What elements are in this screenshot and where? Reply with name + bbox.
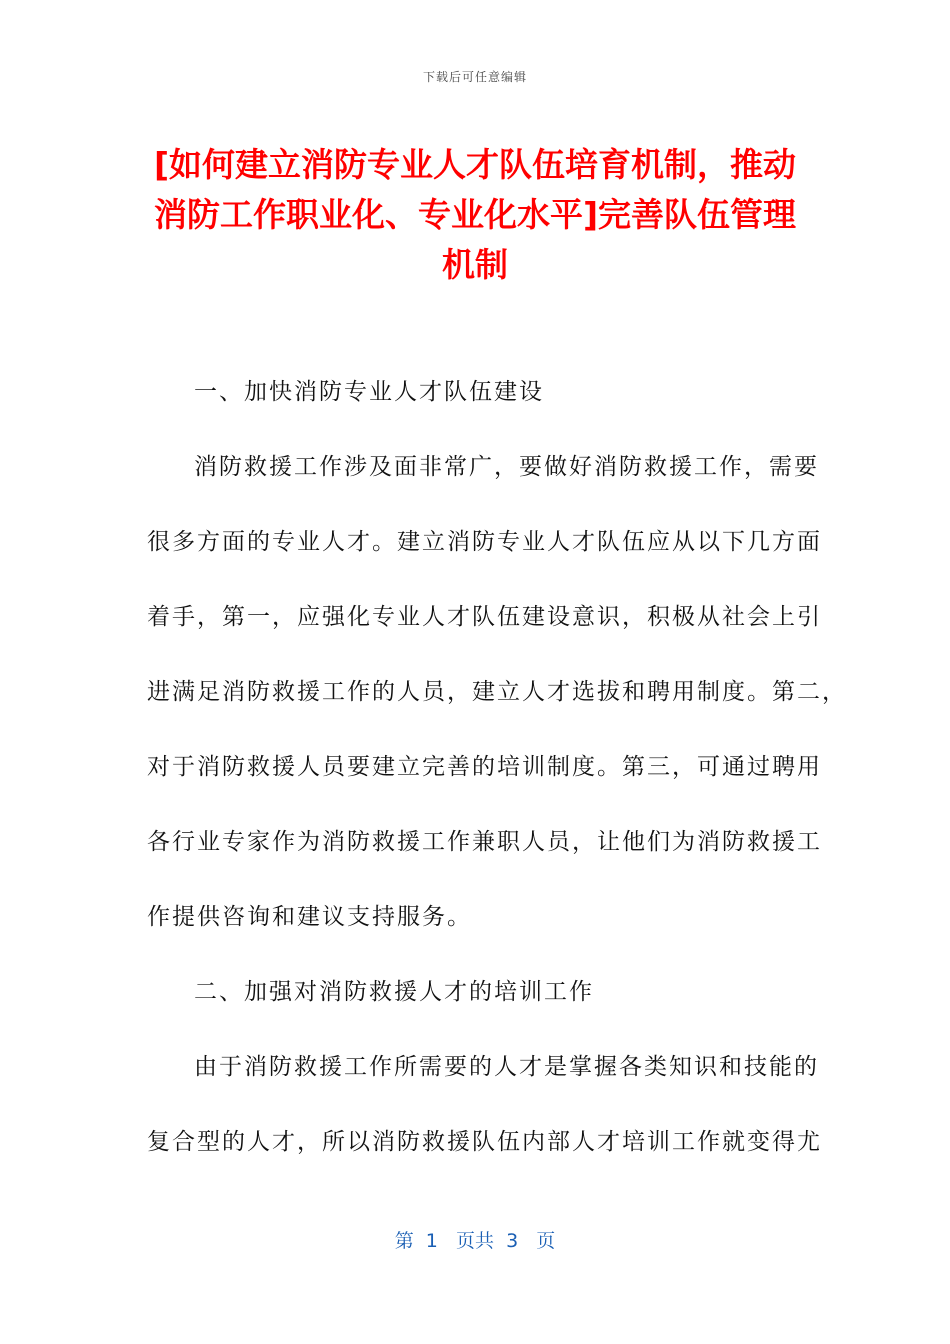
body-line: 各行业专家作为消防救援工作兼职人员，让他们为消防救援工 bbox=[147, 829, 822, 855]
header-note: 下载后可任意编辑 bbox=[422, 70, 527, 84]
body-line: 由于消防救援工作所需要的人才是掌握各类知识和技能的 bbox=[194, 1054, 819, 1080]
body-line: 作提供咨询和建议支持服务。 bbox=[147, 904, 472, 930]
body-line: 二、加强对消防救援人才的培训工作 bbox=[194, 979, 594, 1005]
page-footer: 第 1 页共 3 页 bbox=[394, 1230, 556, 1252]
body-line: 一、加快消防专业人才队伍建设 bbox=[194, 379, 544, 405]
body-line: 复合型的人才，所以消防救援队伍内部人才培训工作就变得尤 bbox=[147, 1129, 822, 1155]
body-line: 很多方面的专业人才。建立消防专业人才队伍应从以下几方面 bbox=[147, 529, 822, 555]
body-line: 对于消防救援人员要建立完善的培训制度。第三，可通过聘用 bbox=[147, 754, 822, 780]
body-line: 进满足消防救援工作的人员，建立人才选拔和聘用制度。第二， bbox=[147, 679, 847, 705]
body-line: 消防救援工作涉及面非常广，要做好消防救援工作，需要 bbox=[194, 454, 819, 480]
document-title: [如何建立消防专业人才队伍培育机制，推动消防工作职业化、专业化水平]完善队伍管理机制 bbox=[153, 145, 797, 284]
body-line: 着手，第一，应强化专业人才队伍建设意识，积极从社会上引 bbox=[147, 604, 822, 630]
document-body bbox=[147, 355, 847, 1180]
